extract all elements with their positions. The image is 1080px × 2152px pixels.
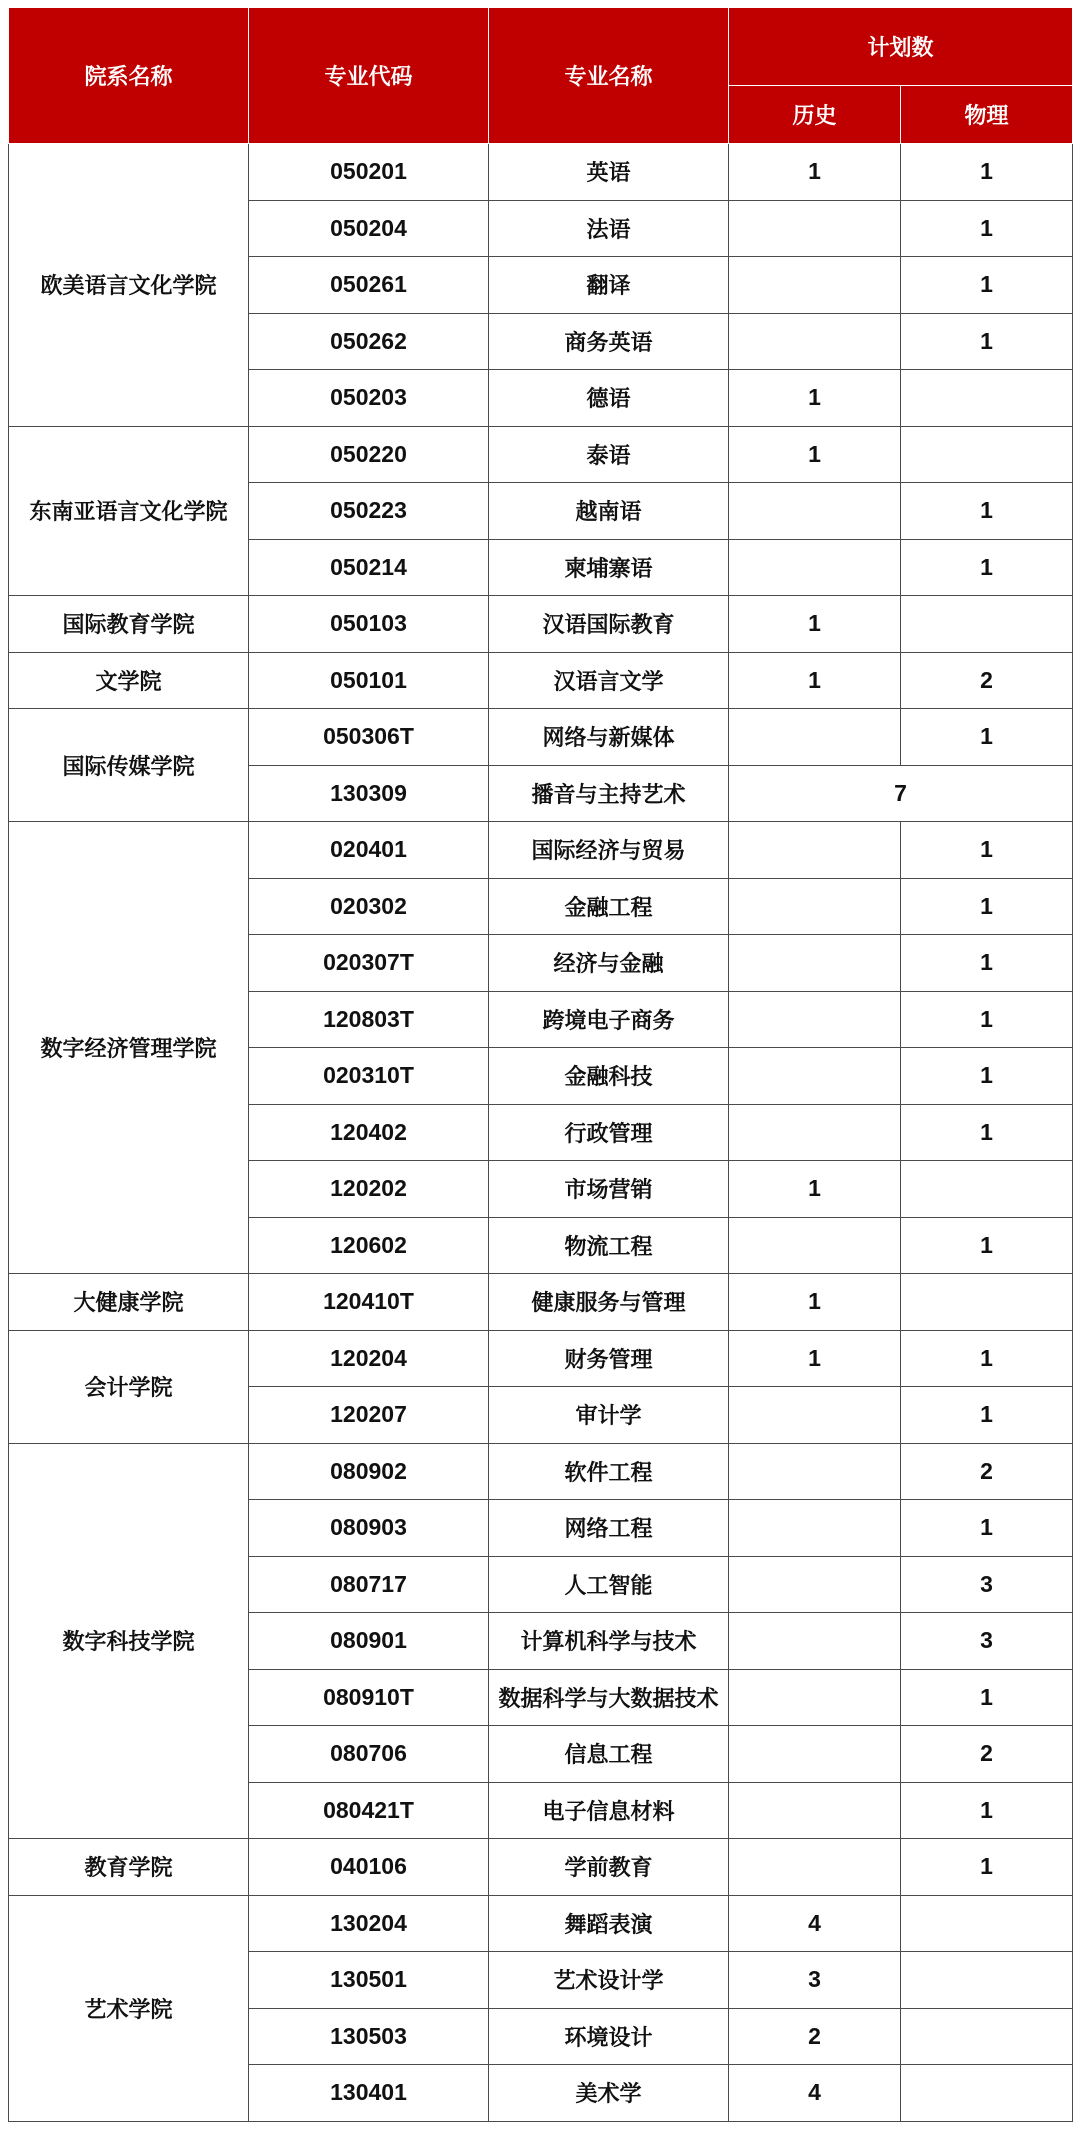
major-name-cell: 柬埔寨语 <box>489 539 729 596</box>
history-count-cell <box>729 313 901 370</box>
physics-count-cell: 2 <box>901 652 1073 709</box>
major-code-cell: 080903 <box>249 1500 489 1557</box>
table-header <box>9 8 1073 144</box>
physics-count-cell <box>901 370 1073 427</box>
history-count-cell: 1 <box>729 144 901 201</box>
physics-count-cell <box>901 1274 1073 1331</box>
physics-count-cell: 1 <box>901 991 1073 1048</box>
physics-count-cell: 1 <box>901 1217 1073 1274</box>
college-cell: 文学院 <box>9 652 249 709</box>
major-name-cell: 舞蹈表演 <box>489 1895 729 1952</box>
major-code-cell: 130503 <box>249 2008 489 2065</box>
history-count-cell <box>729 822 901 879</box>
physics-count-cell: 1 <box>901 1330 1073 1387</box>
major-code-cell: 050306T <box>249 709 489 766</box>
header-college: 院系名称 <box>9 8 249 144</box>
history-count-cell <box>729 1104 901 1161</box>
major-code-cell: 120803T <box>249 991 489 1048</box>
major-name-cell: 行政管理 <box>489 1104 729 1161</box>
major-name-cell: 跨境电子商务 <box>489 991 729 1048</box>
table-row <box>9 1330 1073 1387</box>
college-cell: 数字科技学院 <box>9 1443 249 1839</box>
history-count-cell: 1 <box>729 370 901 427</box>
physics-count-cell: 2 <box>901 1726 1073 1783</box>
major-name-cell: 美术学 <box>489 2065 729 2122</box>
major-code-cell: 050223 <box>249 483 489 540</box>
history-count-cell <box>729 991 901 1048</box>
major-code-cell: 050201 <box>249 144 489 201</box>
table-row <box>9 1274 1073 1331</box>
major-name-cell: 网络工程 <box>489 1500 729 1557</box>
major-name-cell: 商务英语 <box>489 313 729 370</box>
major-code-cell: 130309 <box>249 765 489 822</box>
physics-count-cell: 1 <box>901 483 1073 540</box>
physics-count-cell: 1 <box>901 1104 1073 1161</box>
major-name-cell: 国际经济与贸易 <box>489 822 729 879</box>
physics-count-cell: 3 <box>901 1613 1073 1670</box>
major-name-cell: 网络与新媒体 <box>489 709 729 766</box>
major-name-cell: 德语 <box>489 370 729 427</box>
major-code-cell: 020307T <box>249 935 489 992</box>
major-name-cell: 越南语 <box>489 483 729 540</box>
major-code-cell: 050214 <box>249 539 489 596</box>
physics-count-cell <box>901 2065 1073 2122</box>
table-row <box>9 709 1073 766</box>
major-code-cell: 120410T <box>249 1274 489 1331</box>
history-count-cell: 1 <box>729 1161 901 1218</box>
major-name-cell: 人工智能 <box>489 1556 729 1613</box>
history-count-cell <box>729 200 901 257</box>
history-count-cell: 1 <box>729 1274 901 1331</box>
major-code-cell: 120204 <box>249 1330 489 1387</box>
plan-count-merged-cell: 7 <box>729 765 1073 822</box>
table-row <box>9 1895 1073 1952</box>
physics-count-cell <box>901 1952 1073 2009</box>
header-physics: 物理 <box>901 86 1073 144</box>
major-code-cell: 050103 <box>249 596 489 653</box>
physics-count-cell <box>901 596 1073 653</box>
history-count-cell: 1 <box>729 426 901 483</box>
major-name-cell: 数据科学与大数据技术 <box>489 1669 729 1726</box>
history-count-cell <box>729 1669 901 1726</box>
major-code-cell: 040106 <box>249 1839 489 1896</box>
major-code-cell: 120202 <box>249 1161 489 1218</box>
history-count-cell: 4 <box>729 2065 901 2122</box>
physics-count-cell: 2 <box>901 1443 1073 1500</box>
major-code-cell: 130204 <box>249 1895 489 1952</box>
physics-count-cell: 1 <box>901 1782 1073 1839</box>
physics-count-cell: 1 <box>901 1048 1073 1105</box>
major-name-cell: 翻译 <box>489 257 729 314</box>
history-count-cell <box>729 1613 901 1670</box>
major-code-cell: 080717 <box>249 1556 489 1613</box>
table-row <box>9 822 1073 879</box>
header-row-1 <box>9 8 1073 86</box>
major-name-cell: 软件工程 <box>489 1443 729 1500</box>
college-cell: 教育学院 <box>9 1839 249 1896</box>
major-name-cell: 物流工程 <box>489 1217 729 1274</box>
history-count-cell: 1 <box>729 652 901 709</box>
major-code-cell: 050220 <box>249 426 489 483</box>
major-name-cell: 健康服务与管理 <box>489 1274 729 1331</box>
physics-count-cell: 1 <box>901 1839 1073 1896</box>
table-row <box>9 596 1073 653</box>
table-row <box>9 652 1073 709</box>
major-name-cell: 金融科技 <box>489 1048 729 1105</box>
physics-count-cell: 1 <box>901 822 1073 879</box>
history-count-cell <box>729 1500 901 1557</box>
major-code-cell: 050101 <box>249 652 489 709</box>
physics-count-cell: 1 <box>901 878 1073 935</box>
history-count-cell: 1 <box>729 596 901 653</box>
table-row <box>9 426 1073 483</box>
major-name-cell: 汉语国际教育 <box>489 596 729 653</box>
table-row <box>9 1443 1073 1500</box>
college-cell: 东南亚语言文化学院 <box>9 426 249 596</box>
admission-plan-table <box>8 7 1073 2122</box>
college-cell: 欧美语言文化学院 <box>9 144 249 427</box>
physics-count-cell: 1 <box>901 1669 1073 1726</box>
history-count-cell <box>729 878 901 935</box>
physics-count-cell <box>901 1161 1073 1218</box>
history-count-cell <box>729 257 901 314</box>
major-name-cell: 经济与金融 <box>489 935 729 992</box>
major-name-cell: 艺术设计学 <box>489 1952 729 2009</box>
major-code-cell: 050261 <box>249 257 489 314</box>
physics-count-cell <box>901 2008 1073 2065</box>
physics-count-cell: 1 <box>901 1500 1073 1557</box>
major-code-cell: 020310T <box>249 1048 489 1105</box>
physics-count-cell: 1 <box>901 144 1073 201</box>
history-count-cell <box>729 1726 901 1783</box>
history-count-cell: 2 <box>729 2008 901 2065</box>
physics-count-cell: 1 <box>901 1387 1073 1444</box>
major-name-cell: 汉语言文学 <box>489 652 729 709</box>
history-count-cell <box>729 709 901 766</box>
major-code-cell: 050262 <box>249 313 489 370</box>
history-count-cell <box>729 483 901 540</box>
header-major-name: 专业名称 <box>489 8 729 144</box>
history-count-cell: 4 <box>729 1895 901 1952</box>
history-count-cell <box>729 1839 901 1896</box>
major-name-cell: 金融工程 <box>489 878 729 935</box>
physics-count-cell: 1 <box>901 935 1073 992</box>
major-name-cell: 法语 <box>489 200 729 257</box>
physics-count-cell: 3 <box>901 1556 1073 1613</box>
major-name-cell: 审计学 <box>489 1387 729 1444</box>
history-count-cell <box>729 1556 901 1613</box>
history-count-cell <box>729 539 901 596</box>
college-cell: 国际传媒学院 <box>9 709 249 822</box>
table-row <box>9 1839 1073 1896</box>
college-cell: 大健康学院 <box>9 1274 249 1331</box>
major-name-cell: 信息工程 <box>489 1726 729 1783</box>
history-count-cell <box>729 1217 901 1274</box>
major-code-cell: 120602 <box>249 1217 489 1274</box>
major-name-cell: 学前教育 <box>489 1839 729 1896</box>
college-cell: 艺术学院 <box>9 1895 249 2121</box>
major-name-cell: 环境设计 <box>489 2008 729 2065</box>
college-cell: 数字经济管理学院 <box>9 822 249 1274</box>
physics-count-cell: 1 <box>901 313 1073 370</box>
history-count-cell <box>729 1048 901 1105</box>
major-name-cell: 市场营销 <box>489 1161 729 1218</box>
major-code-cell: 020401 <box>249 822 489 879</box>
history-count-cell: 3 <box>729 1952 901 2009</box>
history-count-cell <box>729 1443 901 1500</box>
table-body <box>9 144 1073 2122</box>
admission-plan-table-container <box>8 7 1073 2122</box>
header-plan-count: 计划数 <box>729 8 1073 86</box>
major-code-cell: 080901 <box>249 1613 489 1670</box>
history-count-cell <box>729 1387 901 1444</box>
physics-count-cell: 1 <box>901 539 1073 596</box>
physics-count-cell <box>901 1895 1073 1952</box>
major-code-cell: 080902 <box>249 1443 489 1500</box>
history-count-cell: 1 <box>729 1330 901 1387</box>
physics-count-cell: 1 <box>901 200 1073 257</box>
physics-count-cell: 1 <box>901 257 1073 314</box>
college-cell: 国际教育学院 <box>9 596 249 653</box>
major-name-cell: 财务管理 <box>489 1330 729 1387</box>
major-name-cell: 计算机科学与技术 <box>489 1613 729 1670</box>
major-name-cell: 电子信息材料 <box>489 1782 729 1839</box>
header-history: 历史 <box>729 86 901 144</box>
major-code-cell: 050203 <box>249 370 489 427</box>
college-cell: 会计学院 <box>9 1330 249 1443</box>
major-code-cell: 130501 <box>249 1952 489 2009</box>
major-code-cell: 120207 <box>249 1387 489 1444</box>
major-code-cell: 080910T <box>249 1669 489 1726</box>
major-code-cell: 080706 <box>249 1726 489 1783</box>
major-code-cell: 130401 <box>249 2065 489 2122</box>
major-code-cell: 020302 <box>249 878 489 935</box>
major-name-cell: 播音与主持艺术 <box>489 765 729 822</box>
table-row <box>9 144 1073 201</box>
major-code-cell: 080421T <box>249 1782 489 1839</box>
major-name-cell: 泰语 <box>489 426 729 483</box>
header-major-code: 专业代码 <box>249 8 489 144</box>
physics-count-cell: 1 <box>901 709 1073 766</box>
major-code-cell: 050204 <box>249 200 489 257</box>
major-name-cell: 英语 <box>489 144 729 201</box>
history-count-cell <box>729 935 901 992</box>
physics-count-cell <box>901 426 1073 483</box>
major-code-cell: 120402 <box>249 1104 489 1161</box>
history-count-cell <box>729 1782 901 1839</box>
